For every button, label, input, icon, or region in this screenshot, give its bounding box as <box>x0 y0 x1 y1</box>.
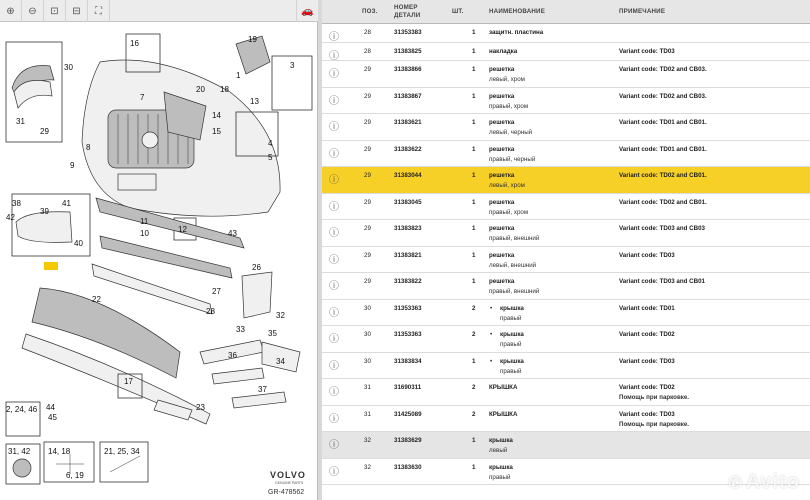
cell-name-detail: правый, черный <box>489 155 536 163</box>
cell-name: КРЫШКА <box>489 384 518 392</box>
cell-name: решетка <box>489 119 515 127</box>
cell-name: крышка <box>500 304 524 312</box>
callout[interactable]: 34 <box>276 357 285 366</box>
cell-note: Variant code: TD03 <box>619 357 675 365</box>
callout[interactable]: 4 <box>268 139 273 148</box>
diagram-toolbar <box>0 0 318 22</box>
callout[interactable]: 26 <box>252 263 261 272</box>
cell-name-detail: правый <box>500 314 522 322</box>
callout[interactable]: 7 <box>140 93 145 102</box>
cell-name-detail: левый, хром <box>489 182 525 190</box>
table-row[interactable] <box>322 61 810 88</box>
cell-qty: 2 <box>472 410 476 418</box>
cell-note: Variant code: TD03 <box>619 251 675 259</box>
cell-pos: 29 <box>364 251 371 259</box>
cell-note: Variant code: TD03 <box>619 47 675 55</box>
trim-37 <box>232 392 286 408</box>
cell-qty: 1 <box>472 225 476 233</box>
cell-name-detail: левый, внешний <box>489 261 537 269</box>
cell-name: КРЫШКА <box>489 410 518 418</box>
cell-pos: 32 <box>364 463 371 471</box>
diagram-svg <box>0 22 318 500</box>
cell-pos: 29 <box>364 66 371 74</box>
callout[interactable]: 40 <box>74 239 83 248</box>
table-header <box>322 0 810 24</box>
cell-pos: 32 <box>364 437 371 445</box>
cell-name: решетка <box>489 92 515 100</box>
fit-icon[interactable]: ⛶ <box>88 0 110 22</box>
callout-highlight <box>44 262 58 270</box>
cell-qty: 1 <box>472 145 476 153</box>
row-info-icon[interactable]: ⓘ <box>329 413 339 425</box>
callout[interactable]: 20 <box>196 85 205 94</box>
cell-qty: 2 <box>472 331 476 339</box>
trim-36 <box>212 368 264 384</box>
row-info-icon[interactable]: ⓘ <box>329 440 339 452</box>
callout[interactable]: 1 <box>236 71 241 80</box>
bullet-icon: • <box>490 331 493 339</box>
cell-part-number: 31383630 <box>394 463 422 471</box>
table-row[interactable] <box>322 326 810 353</box>
avito-logo-icon: ✆ <box>728 475 743 492</box>
cell-pos: 29 <box>364 145 371 153</box>
callout[interactable]: 43 <box>228 229 237 238</box>
cell-note: Variant code: TD03 and CB03 <box>619 225 705 233</box>
cell-part-number: 31383823 <box>394 225 422 233</box>
callout[interactable]: 19 <box>248 35 257 44</box>
watermark <box>728 471 800 494</box>
cell-note: Variant code: TD02 <box>619 384 675 392</box>
callout[interactable]: 6, 19 <box>66 471 84 480</box>
cell-name: решетка <box>489 172 515 180</box>
cell-name-detail: правый <box>500 341 522 349</box>
callout[interactable]: 45 <box>48 413 57 422</box>
cell-name: решетка <box>489 66 515 74</box>
cell-part-number: 31383822 <box>394 278 422 286</box>
cell-note-detail: Помощь при парковке. <box>619 394 690 402</box>
callout[interactable]: 37 <box>258 385 267 394</box>
cell-part-number: 31383821 <box>394 251 422 259</box>
col-name[interactable]: НАИМЕНОВАНИЕ <box>489 8 546 15</box>
cell-name: крышка <box>489 437 513 445</box>
callout[interactable]: 17 <box>124 377 133 386</box>
callout[interactable]: 16 <box>130 39 139 48</box>
cell-part-number: 31383825 <box>394 47 422 55</box>
col-number[interactable]: НОМЕР ДЕТАЛИ <box>394 4 421 19</box>
cell-name: защитн. пластина <box>489 29 544 36</box>
cell-qty: 1 <box>472 463 476 471</box>
cell-qty: 1 <box>472 357 476 365</box>
cell-name: решетка <box>489 278 515 286</box>
cell-note: Variant code: TD01 and CB01. <box>619 145 707 153</box>
callout[interactable]: 39 <box>40 207 49 216</box>
beam-27 <box>92 264 212 314</box>
cell-pos: 29 <box>364 172 371 180</box>
callout[interactable]: 31, 42 <box>8 447 31 456</box>
row-info-icon[interactable]: ⓘ <box>329 281 339 293</box>
cell-qty: 1 <box>472 119 476 127</box>
callout[interactable]: 27 <box>212 287 221 296</box>
callout[interactable]: 41 <box>62 199 71 208</box>
col-qty[interactable]: ШТ. <box>452 8 464 15</box>
cell-qty: 2 <box>472 304 476 312</box>
callout[interactable]: 14, 18 <box>48 447 71 456</box>
cell-note: Variant code: TD02 and CB03. <box>619 92 707 100</box>
screw-21 <box>110 456 140 472</box>
table-row[interactable] <box>322 141 810 168</box>
diagram-panel <box>0 0 318 500</box>
row-info-icon[interactable]: ⓘ <box>329 201 339 213</box>
cell-part-number: 31425089 <box>394 410 422 418</box>
table-row[interactable] <box>322 220 810 247</box>
callout[interactable]: 44 <box>46 403 55 412</box>
zoom-in-icon[interactable]: ⊕ <box>0 0 22 22</box>
cell-name-detail: правый <box>489 473 511 481</box>
cell-name-detail: правый, внешний <box>489 235 540 243</box>
cell-part-number: 31383044 <box>394 172 422 180</box>
cell-name-detail: левый, черный <box>489 129 533 137</box>
foglight-surround <box>16 212 72 243</box>
parts-table <box>322 0 810 500</box>
cell-pos: 31 <box>364 384 371 392</box>
col-pos[interactable]: ПОЗ. <box>362 8 378 15</box>
cell-name: решетка <box>489 251 515 259</box>
watermark-text: Avito <box>745 471 800 493</box>
volvo-logo: VOLVO <box>270 470 306 480</box>
cell-part-number: 31690311 <box>394 384 422 392</box>
cell-qty: 1 <box>472 198 476 206</box>
cell-qty: 1 <box>472 251 476 259</box>
zoom-reset-icon[interactable]: ⊟ <box>66 0 88 22</box>
cell-name-detail: правый, внешний <box>489 288 540 296</box>
cell-note: Variant code: TD02 and CB01. <box>619 172 707 180</box>
callout[interactable]: 31 <box>16 117 25 126</box>
table-row[interactable] <box>322 247 810 274</box>
cell-qty: 1 <box>472 92 476 100</box>
cell-pos: 29 <box>364 225 371 233</box>
cell-part-number: 31383866 <box>394 66 422 74</box>
cell-name: крышка <box>489 463 513 471</box>
cell-pos: 29 <box>364 198 371 206</box>
callout[interactable]: 36 <box>228 351 237 360</box>
callout[interactable]: 2, 24, 46 <box>6 405 38 414</box>
callout[interactable]: 14 <box>212 111 221 120</box>
row-info-icon[interactable]: ⓘ <box>329 32 339 43</box>
cell-pos: 30 <box>364 357 371 365</box>
cell-qty: 1 <box>472 47 476 55</box>
callout[interactable]: 33 <box>236 325 245 334</box>
zoom-area-icon[interactable]: ⊡ <box>44 0 66 22</box>
table-row[interactable] <box>322 194 810 221</box>
cell-note: Variant code: TD02 and CB03. <box>619 66 707 74</box>
callout[interactable]: 35 <box>268 329 277 338</box>
cell-note: Variant code: TD03 and CB01 <box>619 278 705 286</box>
callout[interactable]: 5 <box>268 153 273 162</box>
cell-pos: 30 <box>364 331 371 339</box>
cell-qty: 2 <box>472 384 476 392</box>
grommet <box>13 459 31 477</box>
zoom-out-icon[interactable]: ⊖ <box>22 0 44 22</box>
row-info-icon[interactable]: ⓘ <box>329 307 339 319</box>
callout[interactable]: 22 <box>92 295 101 304</box>
cell-name: крышка <box>500 331 524 339</box>
row-info-icon[interactable]: ⓘ <box>329 148 339 160</box>
callout[interactable]: 28 <box>206 307 215 316</box>
callout[interactable]: 32 <box>276 311 285 320</box>
callout[interactable]: 15 <box>212 127 221 136</box>
cell-note: Variant code: TD02 <box>619 331 675 339</box>
table-row[interactable] <box>322 24 810 43</box>
cell-name-detail: левый <box>489 447 508 455</box>
callout[interactable]: 3 <box>290 61 295 70</box>
row-info-icon[interactable]: ⓘ <box>329 254 339 266</box>
callout[interactable]: 23 <box>196 403 205 412</box>
cell-part-number: 31353363 <box>394 304 422 312</box>
cell-part-number: 31353383 <box>394 29 422 36</box>
row-info-icon[interactable]: ⓘ <box>329 50 339 62</box>
cell-qty: 1 <box>472 29 476 36</box>
row-info-icon[interactable]: ⓘ <box>329 69 339 81</box>
cell-part-number: 31383045 <box>394 198 422 206</box>
cell-note: Variant code: TD01 and CB01. <box>619 119 707 127</box>
cell-part-number: 31383622 <box>394 145 422 153</box>
car-icon[interactable]: 🚗 <box>296 0 318 22</box>
row-info-icon[interactable]: ⓘ <box>329 466 339 478</box>
row-info-icon[interactable]: ⓘ <box>329 387 339 399</box>
row-info-icon[interactable]: ⓘ <box>329 95 339 107</box>
row-info-icon[interactable]: ⓘ <box>329 175 339 187</box>
table-row[interactable] <box>322 300 810 327</box>
cell-part-number: 31383834 <box>394 357 422 365</box>
exploded-parts-diagram[interactable] <box>0 22 318 500</box>
callout[interactable]: 8 <box>86 143 91 152</box>
callout[interactable]: 10 <box>140 229 149 238</box>
col-note[interactable]: ПРИМЕЧАНИЕ <box>619 8 666 15</box>
table-row[interactable] <box>322 114 810 141</box>
diagram-ref: GR-478562 <box>268 489 305 496</box>
cell-qty: 1 <box>472 278 476 286</box>
genuine-parts-label: GENUINE PARTS <box>275 481 304 485</box>
cell-name-detail: левый, хром <box>489 76 525 84</box>
row-info-icon[interactable]: ⓘ <box>329 360 339 372</box>
volvo-emblem <box>142 132 158 148</box>
cell-name: решетка <box>489 145 515 153</box>
table-row[interactable] <box>322 432 810 459</box>
cell-pos: 28 <box>364 29 371 36</box>
cell-part-number: 31383867 <box>394 92 422 100</box>
cell-qty: 1 <box>472 66 476 74</box>
cell-name-detail: правый, хром <box>489 208 529 216</box>
table-row[interactable] <box>322 353 810 380</box>
cell-pos: 29 <box>364 278 371 286</box>
beam-10 <box>100 236 232 278</box>
cell-part-number: 31383621 <box>394 119 422 127</box>
callout-selected[interactable]: 29 <box>40 127 49 136</box>
cell-note: Variant code: TD01 <box>619 304 675 312</box>
callout[interactable]: 42 <box>6 213 15 222</box>
callout[interactable]: 18 <box>220 85 229 94</box>
callout[interactable]: 12 <box>178 225 187 234</box>
cell-name: решетка <box>489 198 515 206</box>
row-info-icon[interactable]: ⓘ <box>329 122 339 134</box>
cell-note: Variant code: TD03 <box>619 410 675 418</box>
table-row[interactable] <box>322 88 810 115</box>
cell-qty: 1 <box>472 172 476 180</box>
bracket-26 <box>242 272 272 318</box>
cell-note: Variant code: TD02 and CB01. <box>619 198 707 206</box>
cell-qty: 1 <box>472 437 476 445</box>
license-plate-holder <box>118 174 156 190</box>
cell-pos: 28 <box>364 47 371 55</box>
cell-pos: 30 <box>364 304 371 312</box>
cell-name-detail: правый, хром <box>489 102 529 110</box>
table-row[interactable] <box>322 43 810 62</box>
table-row[interactable] <box>322 273 810 300</box>
bullet-icon: • <box>490 304 493 312</box>
cell-name: крышка <box>500 357 524 365</box>
cell-part-number: 31383629 <box>394 437 422 445</box>
callout[interactable]: 30 <box>64 63 73 72</box>
table-row[interactable] <box>322 379 810 406</box>
cell-note-detail: Помощь при парковке. <box>619 420 690 428</box>
table-row[interactable] <box>322 406 810 433</box>
cell-part-number: 31353363 <box>394 331 422 339</box>
cell-name: решетка <box>489 225 515 233</box>
cell-pos: 29 <box>364 92 371 100</box>
callout[interactable]: 13 <box>250 97 259 106</box>
callout[interactable]: 21, 25, 34 <box>104 447 140 456</box>
row-info-icon[interactable]: ⓘ <box>329 334 339 346</box>
cell-name-detail: правый <box>500 367 522 375</box>
row-info-icon[interactable]: ⓘ <box>329 228 339 240</box>
table-row-selected[interactable] <box>322 167 810 194</box>
callout[interactable]: 11 <box>140 217 149 226</box>
bullet-icon: • <box>490 357 493 365</box>
cell-pos: 31 <box>364 410 371 418</box>
callout[interactable]: 38 <box>12 199 21 208</box>
cell-name: накладка <box>489 47 518 55</box>
callout[interactable]: 9 <box>70 161 75 170</box>
cell-pos: 29 <box>364 119 371 127</box>
